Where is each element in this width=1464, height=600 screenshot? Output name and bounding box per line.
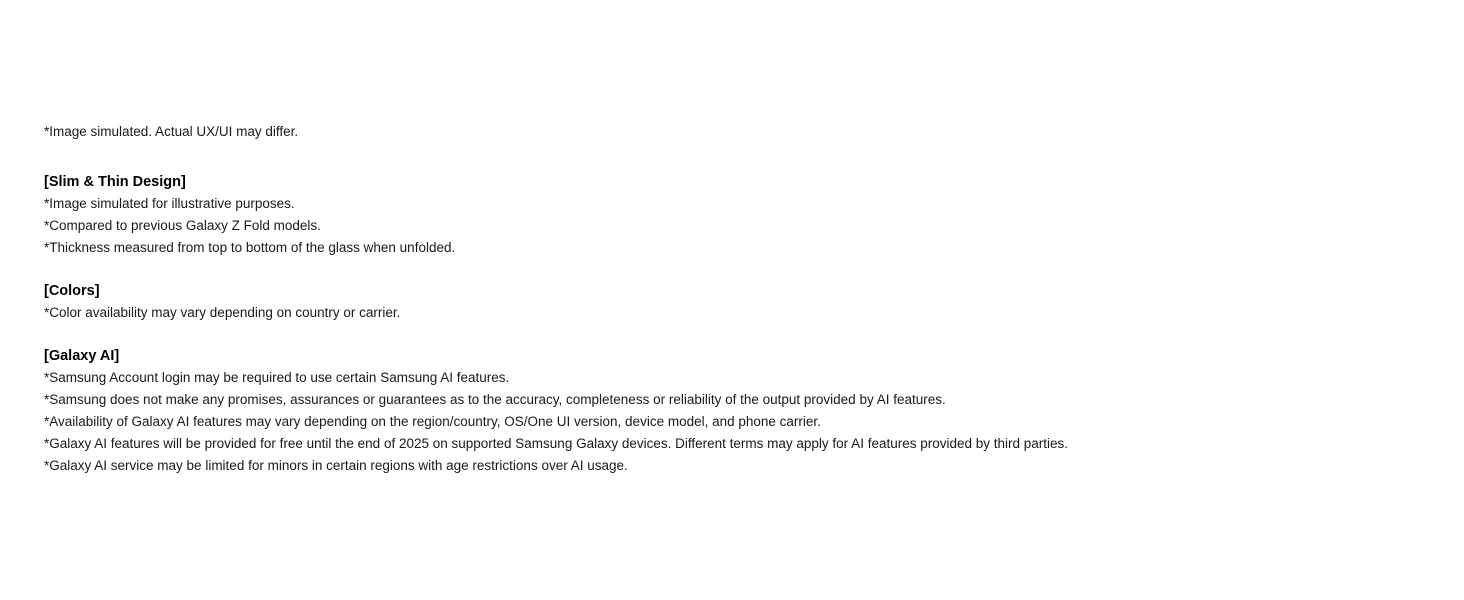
note-line: *Color availability may vary depending on country or carrier. [44,305,401,320]
intro-note: *Image simulated. Actual UX/UI may differ. [44,124,299,139]
section-galaxy-ai [44,345,1424,477]
disclaimer-block [44,121,1424,477]
note-line: *Galaxy AI features will be provided for free until the end of 2025 on supported Samsung Galaxy devices. Different terms may apply for AI features provided by third parties. [44,436,1069,451]
note-line: *Image simulated for illustrative purposes. [44,196,295,211]
note-line: *Samsung Account login may be required to use certain Samsung AI features. [44,370,510,385]
note-line: *Thickness measured from top to bottom of the glass when unfolded. [44,240,456,255]
note-line: *Samsung does not make any promises, assurances or guarantees as to the accuracy, completeness or reliability of the output provided by AI features. [44,392,946,407]
note-line: *Availability of Galaxy AI features may vary depending on the region/country, OS/One UI version, device model, and phone carrier. [44,414,821,429]
note-line: *Compared to previous Galaxy Z Fold models. [44,218,321,233]
section-heading: [Colors] [44,283,100,299]
section-heading: [Galaxy AI] [44,348,120,364]
note-line: *Galaxy AI service may be limited for minors in certain regions with age restrictions over AI usage. [44,458,628,473]
section-colors [44,280,1424,324]
section-heading: [Slim & Thin Design] [44,174,186,190]
section-slim-thin-design [44,171,1424,259]
